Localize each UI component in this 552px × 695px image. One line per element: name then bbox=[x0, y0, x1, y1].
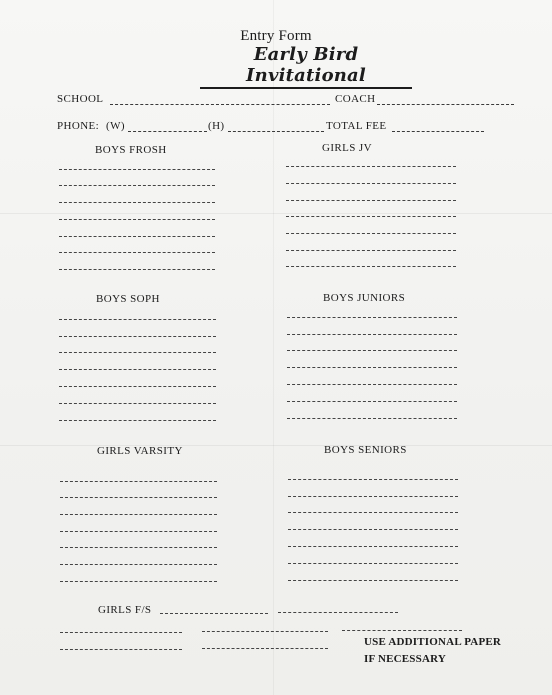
coach-field[interactable] bbox=[377, 104, 514, 105]
total-fee-label: TOTAL FEE bbox=[326, 120, 387, 132]
entry-line[interactable] bbox=[59, 236, 215, 237]
entry-line[interactable] bbox=[286, 166, 456, 167]
phone-home-field[interactable] bbox=[228, 131, 324, 132]
section-label-girls-varsity: GIRLS VARSITY bbox=[97, 445, 183, 457]
entry-line[interactable] bbox=[287, 317, 457, 318]
entry-line[interactable] bbox=[286, 200, 456, 201]
section-label-girls-jv: GIRLS JV bbox=[322, 142, 372, 154]
school-field[interactable] bbox=[110, 104, 330, 105]
entry-line[interactable] bbox=[202, 648, 328, 649]
entry-line[interactable] bbox=[59, 269, 215, 270]
additional-paper-note: USE ADDITIONAL PAPER bbox=[364, 636, 502, 648]
entry-line[interactable] bbox=[288, 496, 458, 497]
phone-work-label: (W) bbox=[106, 120, 125, 132]
form-title: Entry Form bbox=[240, 28, 312, 44]
entry-line[interactable] bbox=[59, 219, 215, 220]
entry-line[interactable] bbox=[59, 319, 216, 320]
entry-line[interactable] bbox=[59, 369, 216, 370]
total-fee-field[interactable] bbox=[392, 131, 484, 132]
entry-line[interactable] bbox=[59, 352, 216, 353]
entry-line[interactable] bbox=[59, 386, 216, 387]
entry-line[interactable] bbox=[287, 350, 457, 351]
entry-line[interactable] bbox=[59, 420, 216, 421]
girls-fs-label: GIRLS F/S bbox=[98, 604, 152, 616]
entry-line[interactable] bbox=[59, 336, 216, 337]
entry-line[interactable] bbox=[60, 547, 217, 548]
phone-home-label: (H) bbox=[208, 120, 225, 132]
entry-line[interactable] bbox=[286, 233, 456, 234]
section-label-boys-soph: BOYS SOPH bbox=[96, 293, 160, 305]
school-label: SCHOOL bbox=[57, 93, 104, 105]
entry-line[interactable] bbox=[202, 631, 328, 632]
entry-line[interactable] bbox=[287, 384, 457, 385]
entry-line[interactable] bbox=[59, 169, 215, 170]
entry-line[interactable] bbox=[287, 418, 457, 419]
entry-line[interactable] bbox=[286, 183, 456, 184]
entry-line[interactable] bbox=[342, 630, 462, 631]
entry-line[interactable] bbox=[278, 612, 398, 613]
entry-line[interactable] bbox=[60, 531, 217, 532]
entry-line[interactable] bbox=[287, 367, 457, 368]
entry-line[interactable] bbox=[288, 512, 458, 513]
section-label-boys-frosh: BOYS FROSH bbox=[95, 144, 167, 156]
entry-line[interactable] bbox=[287, 334, 457, 335]
entry-line[interactable] bbox=[59, 202, 215, 203]
entry-line[interactable] bbox=[59, 185, 215, 186]
paper-fold-horizontal bbox=[0, 445, 552, 446]
entry-line[interactable] bbox=[286, 250, 456, 251]
section-label-boys-juniors: BOYS JUNIORS bbox=[323, 292, 406, 304]
entry-line[interactable] bbox=[60, 481, 217, 482]
entry-line[interactable] bbox=[60, 632, 182, 633]
entry-line[interactable] bbox=[286, 216, 456, 217]
entry-line[interactable] bbox=[160, 613, 268, 614]
entry-line[interactable] bbox=[287, 401, 457, 402]
coach-label: COACH bbox=[335, 93, 376, 105]
entry-line[interactable] bbox=[60, 649, 182, 650]
entry-line[interactable] bbox=[288, 529, 458, 530]
entry-line[interactable] bbox=[288, 479, 458, 480]
phone-label: PHONE: bbox=[57, 120, 100, 132]
entry-line[interactable] bbox=[60, 581, 217, 582]
entry-line[interactable] bbox=[60, 564, 217, 565]
section-label-boys-seniors: BOYS SENIORS bbox=[324, 444, 407, 456]
entry-line[interactable] bbox=[286, 266, 456, 267]
entry-line[interactable] bbox=[59, 252, 215, 253]
entry-line[interactable] bbox=[60, 514, 217, 515]
phone-work-field[interactable] bbox=[128, 131, 207, 132]
entry-line[interactable] bbox=[59, 403, 216, 404]
entry-line[interactable] bbox=[288, 546, 458, 547]
paper-fold-horizontal bbox=[0, 213, 552, 214]
form-subtitle: Early Bird Invitational bbox=[200, 44, 412, 89]
additional-paper-note-2: IF NECESSARY bbox=[364, 653, 446, 665]
entry-line[interactable] bbox=[288, 563, 458, 564]
entry-line[interactable] bbox=[60, 497, 217, 498]
entry-line[interactable] bbox=[288, 580, 458, 581]
